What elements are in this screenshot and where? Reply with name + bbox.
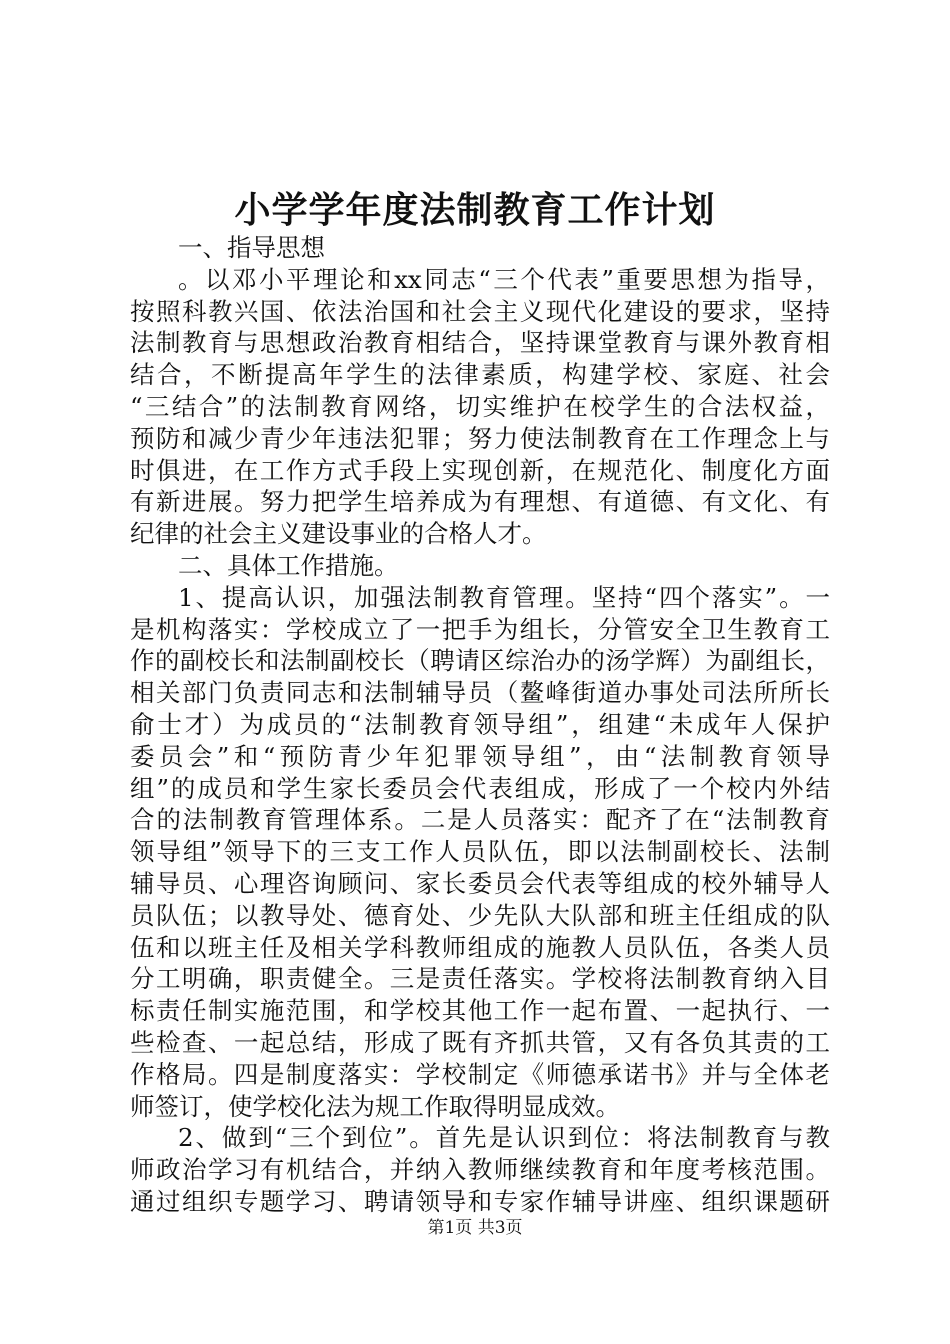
- text-line: 预防和减少青少年违法犯罪；努力使法制教育在工作理念上与: [130, 423, 830, 453]
- text-line: 结合，不断提高年学生的法律素质，构建学校、家庭、社会: [130, 360, 830, 390]
- text-line: “三结合”的法制教育网络，切实维护在校学生的合法权益，: [130, 391, 830, 421]
- text-line: 委员会”和“预防青少年犯罪领导组”，由“法制教育领导: [130, 741, 830, 771]
- text-line: 按照科教兴国、依法治国和社会主义现代化建设的要求，坚持: [130, 296, 830, 326]
- text-line: 辅导员、心理咨询顾问、家长委员会代表等组成的校外辅导人: [130, 868, 830, 898]
- text-line: 作格局。四是制度落实：学校制定《师德承诺书》并与全体老: [130, 1059, 830, 1089]
- text-line: 通过组织专题学习、聘请领导和专家作辅导讲座、组织课题研: [130, 1186, 830, 1216]
- text-line: 合的法制教育管理体系。二是人员落实：配齐了在“法制教育: [130, 805, 830, 835]
- document-title: 小学学年度法制教育工作计划: [234, 189, 716, 231]
- text-line: 师政治学习有机结合，并纳入教师继续教育和年度考核范围。: [130, 1155, 830, 1185]
- text-line: 是机构落实：学校成立了一把手为组长，分管安全卫生教育工: [130, 614, 830, 644]
- text-line: 标责任制实施范围，和学校其他工作一起布置、一起执行、一: [130, 996, 830, 1026]
- text-line: 相关部门负责同志和法制辅导员（鳌峰街道办事处司法所所长: [130, 678, 830, 708]
- text-line: 纪律的社会主义建设事业的合格人才。: [130, 519, 547, 549]
- text-line: 时俱进，在工作方式手段上实现创新，在规范化、制度化方面: [130, 455, 830, 485]
- text-line: 一、指导思想: [178, 233, 325, 262]
- text-line: 伍和以班主任及相关学科教师组成的施教人员队伍，各类人员: [130, 932, 830, 962]
- text-line: 俞士才）为成员的“法制教育领导组”，组建“未成年人保护: [130, 709, 830, 739]
- text-line: 组”的成员和学生家长委员会代表组成，形成了一个校内外结: [130, 773, 830, 803]
- text-line: 二、具体工作措施。: [178, 550, 399, 580]
- text-line: 。以邓小平理论和xx同志“三个代表”重要思想为指导，: [178, 264, 830, 294]
- text-line: 2、做到“三个到位”。首先是认识到位：将法制教育与教: [178, 1123, 830, 1153]
- text-line: 些检查、一起总结，形成了既有齐抓共管，又有各负其责的工: [130, 1027, 830, 1057]
- text-line: 1、提高认识，加强法制教育管理。坚持“四个落实”。一: [178, 582, 830, 612]
- text-line: 分工明确，职责健全。三是责任落实。学校将法制教育纳入目: [130, 964, 830, 994]
- text-line: 作的副校长和法制副校长（聘请区综治办的汤学辉）为副组长，: [130, 646, 830, 676]
- text-line: 员队伍；以教导处、德育处、少先队大队部和班主任组成的队: [130, 900, 830, 930]
- text-line: 法制教育与思想政治教育相结合，坚持课堂教育与课外教育相: [130, 328, 830, 358]
- text-line: 有新进展。努力把学生培养成为有理想、有道德、有文化、有: [130, 487, 830, 517]
- document-body: [130, 232, 830, 1218]
- text-line: 师签订，使学校化法为规工作取得明显成效。: [130, 1091, 620, 1121]
- text-line: 领导组”领导下的三支工作人员队伍，即以法制副校长、法制: [130, 837, 830, 867]
- page-footer: 第1页 共3页: [427, 1218, 523, 1238]
